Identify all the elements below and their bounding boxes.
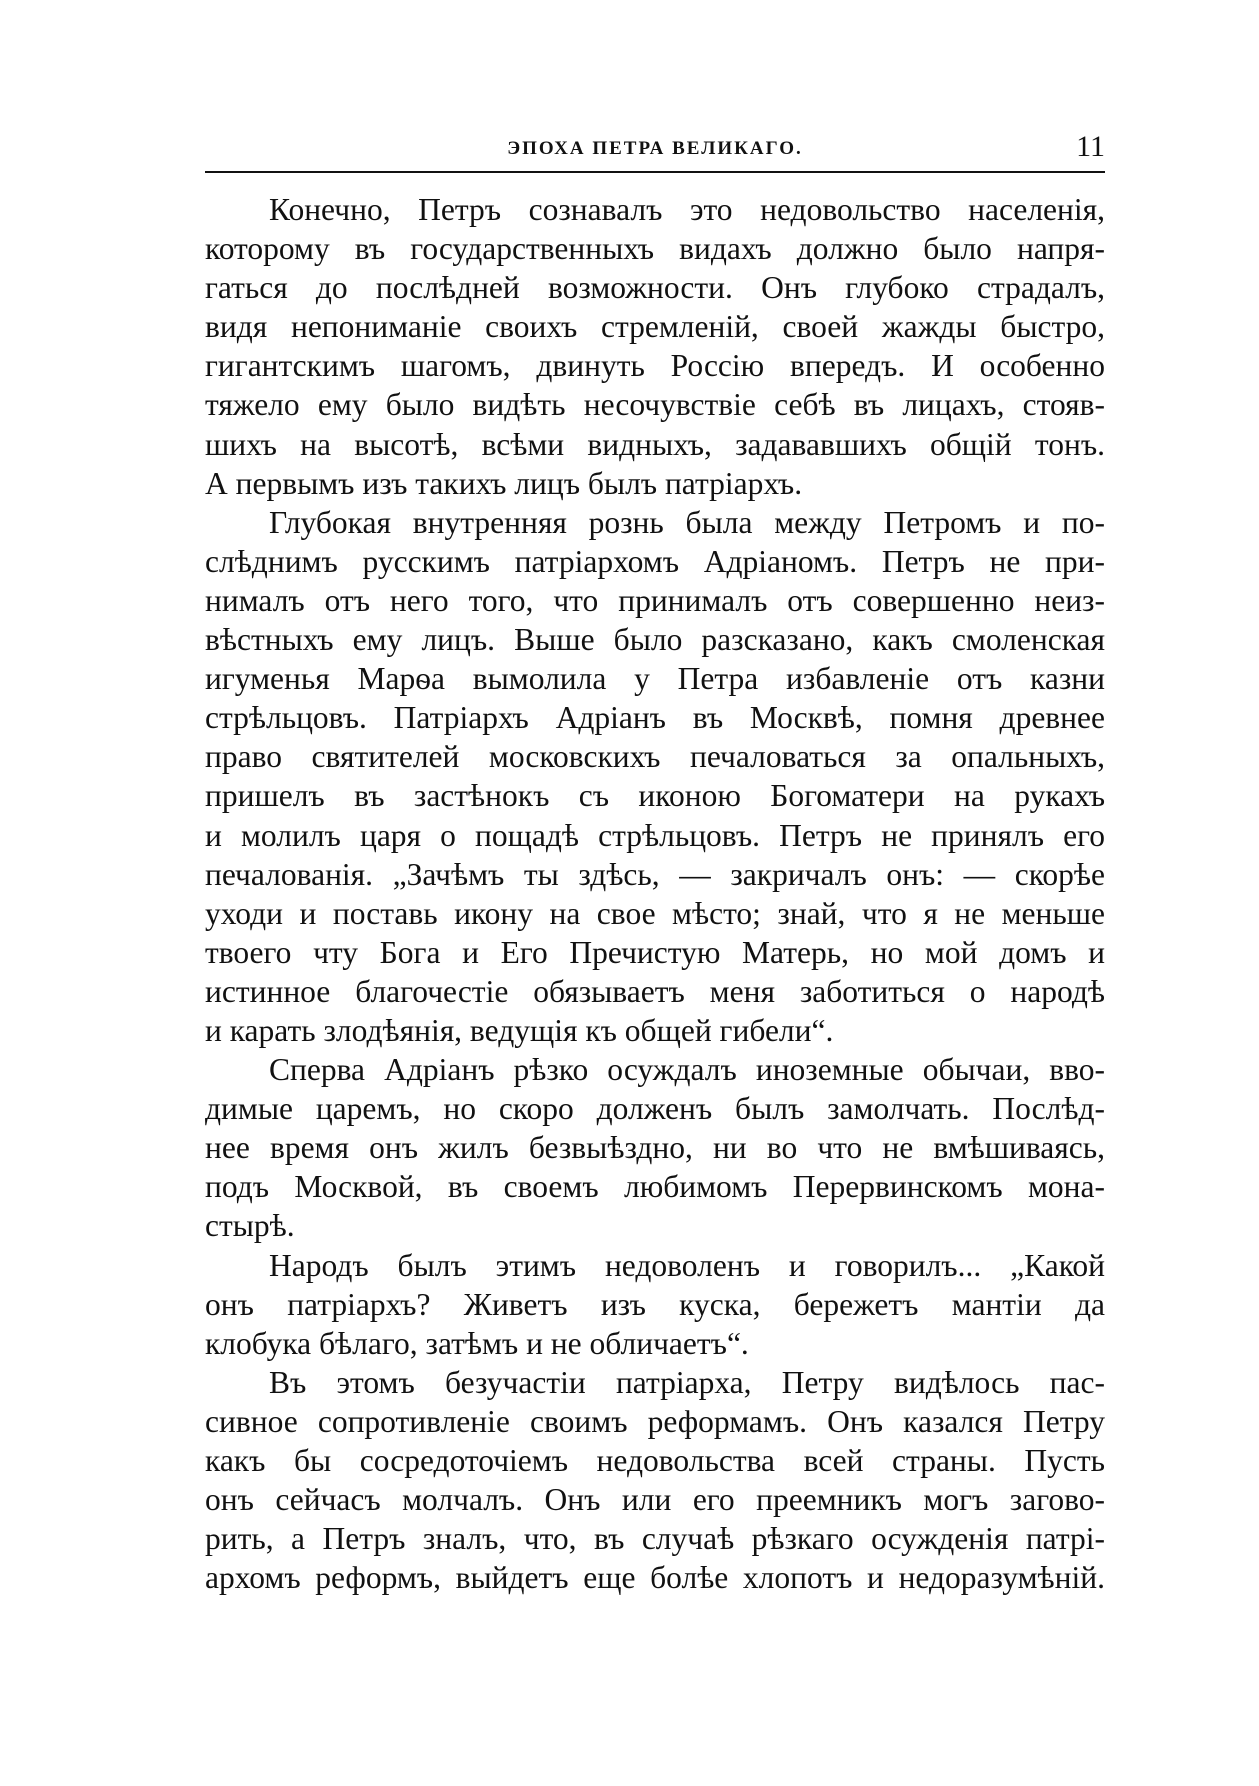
paragraph-3 [205,1050,1105,1245]
text-line: онъ патріархъ? Живетъ изъ куска, бережетъ мантіи да [205,1286,1105,1322]
text-line: пришелъ въ застѣнокъ съ иконою Богоматери на рукахъ [205,778,1105,814]
text-line: печалованія. „Зачѣмъ ты здѣсь, — закричалъ онъ: — скорѣе [205,856,1105,892]
text-line: гигантскимъ шагомъ, двинуть Россію впередъ. И особенно [205,348,1105,384]
text-line: слѣднимъ русскимъ патріархомъ Адріаномъ. Петръ не при- [205,543,1105,579]
text-line: нее время онъ жилъ безвыѣздно, ни во что не вмѣшиваясь, [205,1130,1105,1166]
text-line: Конечно, Петръ сознавалъ это недовольство населенія, [269,192,1105,227]
text-line: видя непониманіе своихъ стремленій, своей жажды быстро, [205,309,1105,345]
text-line: Сперва Адріанъ рѣзко осуждалъ иноземные обычаи, вво- [269,1052,1105,1088]
text-line: подъ Москвой, въ своемъ любимомъ Перервинскомъ мона- [205,1169,1105,1205]
text-line: стрѣльцовъ. Патріархъ Адріанъ въ Москвѣ, помня древнее [205,700,1105,736]
text-line: рить, а Петръ зналъ, что, въ случаѣ рѣзкаго осужденія патрі- [205,1521,1105,1557]
text-line: онъ сейчасъ молчалъ. Онъ или его преемникъ могъ загово- [205,1482,1105,1518]
text-line: Глубокая внутренняя рознь была между Петромъ и по- [269,504,1105,540]
text-line: сивное сопротивленіе своимъ реформамъ. Онъ казался Петру [205,1403,1105,1439]
text-line: какъ бы сосредоточіемъ недовольства всей страны. Пусть [205,1443,1105,1478]
text-line: истинное благочестіе обязываетъ меня заботиться о народѣ [205,973,1105,1009]
paragraph-1 [205,190,1105,503]
text-line: и карать злодѣянія, ведущія къ общей гибели“. [205,1012,834,1048]
text-line: А первымъ изъ такихъ лицъ былъ патріархъ. [205,465,803,501]
text-line: игуменья Марѳа вымолила у Петра избавленіе отъ казни [205,661,1105,697]
text-line: тяжело ему было видѣть несочувствіе себѣ въ лицахъ, стояв- [205,387,1105,423]
paragraph-4 [205,1246,1105,1363]
text-line: Въ этомъ безучастіи патріарха, Петру видѣлось пас- [269,1364,1105,1400]
running-title: ЭПОХА ПЕТРА ВЕЛИКАГО. [507,138,803,159]
text-line: клобука бѣлаго, затѣмъ и не обличаетъ“. [205,1325,749,1361]
text-line: шихъ на высотѣ, всѣми видныхъ, задававшихъ общій тонъ. [205,426,1105,462]
text-line: стырѣ. [205,1208,295,1244]
paragraph-5 [205,1363,1105,1598]
text-line: право святителей московскихъ печаловаться за опальныхъ, [205,739,1105,775]
page-number: 11 [1076,130,1105,163]
paragraph-2 [205,503,1105,1050]
text-line: нималъ отъ него того, что принималъ отъ совершенно неиз- [205,582,1105,618]
text-line: архомъ реформъ, выйдетъ еще болѣе хлопотъ и недоразумѣній. [205,1560,1105,1596]
text-line: твоего чту Бога и Его Пречистую Матерь, но мой домъ и [205,934,1105,970]
body-text [205,190,1105,1597]
text-line: которому въ государственныхъ видахъ должно было напря- [205,231,1105,267]
text-line: и молилъ царя о пощадѣ стрѣльцовъ. Петръ не принялъ его [205,817,1105,853]
text-line: гаться до послѣдней возможности. Онъ глубоко страдалъ, [205,270,1105,306]
text-line: димые царемъ, но скоро долженъ былъ замолчать. Послѣд- [205,1091,1105,1127]
text-line: Народъ былъ этимъ недоволенъ и говорилъ... „Какой [269,1247,1105,1283]
text-line: уходи и поставь икону на свое мѣсто; знай, что я не меньше [205,895,1105,931]
running-head [205,130,1105,170]
text-line: вѣстныхъ ему лицъ. Выше было разсказано, какъ смоленская [205,622,1105,658]
header-rule [205,171,1105,173]
